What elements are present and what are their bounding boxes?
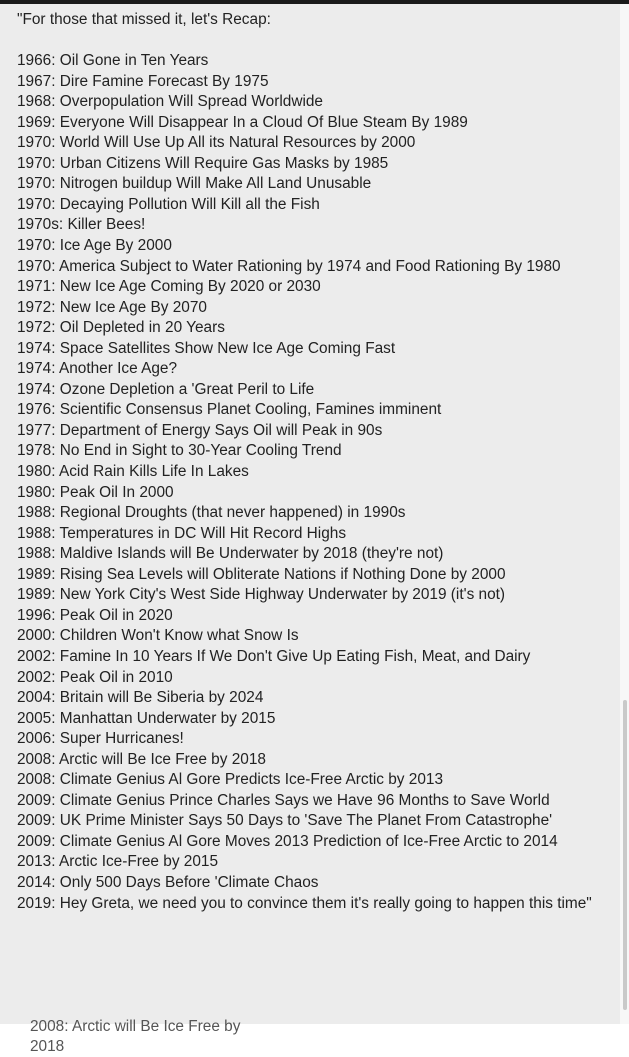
list-item: 1970: Ice Age By 2000 [17,237,172,255]
list-item: 1970: Decaying Pollution Will Kill all the Fish [17,195,320,213]
list-item: 1970s: Killer Bees! [17,216,146,234]
list-item: 1967: Dire Famine Forecast By 1975 [17,72,269,90]
post-panel [0,4,620,1055]
list-item: 1988: Temperatures in DC Will Hit Record Highs [17,524,347,542]
list-item: 1974: Another Ice Age? [17,360,178,378]
list-item: 1980: Acid Rain Kills Life In Lakes [17,463,249,481]
list-item: 2019: Hey Greta, we need you to convince them it's really going to happen this time" [17,894,592,912]
list-item: 1974: Space Satellites Show New Ice Age Coming Fast [17,339,396,357]
list-item: 2009: Climate Genius Al Gore Moves 2013 Prediction of Ice-Free Arctic to 2014 [17,832,558,850]
list-item: 1971: New Ice Age Coming By 2020 or 2030 [17,278,321,296]
list-item: 1974: Ozone Depletion a 'Great Peril to Life [17,380,315,398]
list-item: 2008: Arctic will Be Ice Free by 2018 [17,750,266,768]
list-item: 1988: Maldive Islands will Be Underwater by 2018 (they're not) [17,545,444,563]
list-item: 1970: Urban Citizens Will Require Gas Masks by 1985 [17,154,389,172]
list-item: 2006: Super Hurricanes! [17,730,184,748]
list-item: 2014: Only 500 Days Before 'Climate Chaos [17,873,319,891]
list-item: 1977: Department of Energy Says Oil will Peak in 90s [17,421,383,439]
list-item: 1972: Oil Depleted in 20 Years [17,319,225,337]
list-item: 2000: Children Won't Know what Snow Is [17,627,299,645]
list-item: 2002: Famine In 10 Years If We Don't Give Up Eating Fish, Meat, and Dairy [17,647,531,665]
list-item: 2004: Britain will Be Siberia by 2024 [17,689,264,707]
list-item: 1996: Peak Oil in 2020 [17,606,173,624]
recap-intro: "For those that missed it, let's Recap: [17,11,271,28]
list-item: 2005: Manhattan Underwater by 2015 [17,709,276,727]
list-item: 1970: America Subject to Water Rationing by 1974 and Food Rationing By 1980 [17,257,561,275]
list-item: 2009: Climate Genius Prince Charles Says we Have 96 Months to Save World [17,791,550,809]
scrollbar-thumb[interactable] [623,700,627,1010]
list-item: 1969: Everyone Will Disappear In a Cloud Of Blue Steam By 1989 [17,113,468,131]
list-item: 1976: Scientific Consensus Planet Cooling, Famines imminent [17,401,442,419]
list-item: 1966: Oil Gone in Ten Years [17,52,209,70]
list-item: 1972: New Ice Age By 2070 [17,298,207,316]
list-item: 1978: No End in Sight to 30-Year Cooling Trend [17,442,342,460]
list-item: 2013: Arctic Ice-Free by 2015 [17,853,219,871]
list-item: 1989: New York City's West Side Highway Underwater by 2019 (it's not) [17,586,506,604]
list-item: 1970: World Will Use Up All its Natural Resources by 2000 [17,134,416,152]
cutoff-text: 2008: Arctic will Be Ice Free by 2018 [30,1018,241,1055]
post-text [17,10,617,914]
list-item: 2009: UK Prime Minister Says 50 Days to 'Save The Planet From Catastrophe' [17,812,553,830]
list-item: 1988: Regional Droughts (that never happened) in 1990s [17,504,406,522]
list-item: 1970: Nitrogen buildup Will Make All Land Unusable [17,175,372,193]
list-item: 2002: Peak Oil in 2010 [17,668,173,686]
list-item: 2008: Climate Genius Al Gore Predicts Ice-Free Arctic by 2013 [17,771,443,789]
list-item: 1980: Peak Oil In 2000 [17,483,174,501]
list-item: 1968: Overpopulation Will Spread Worldwide [17,93,323,111]
recap-list [17,51,617,914]
list-item: 1989: Rising Sea Levels will Obliterate Nations if Nothing Done by 2000 [17,565,506,583]
